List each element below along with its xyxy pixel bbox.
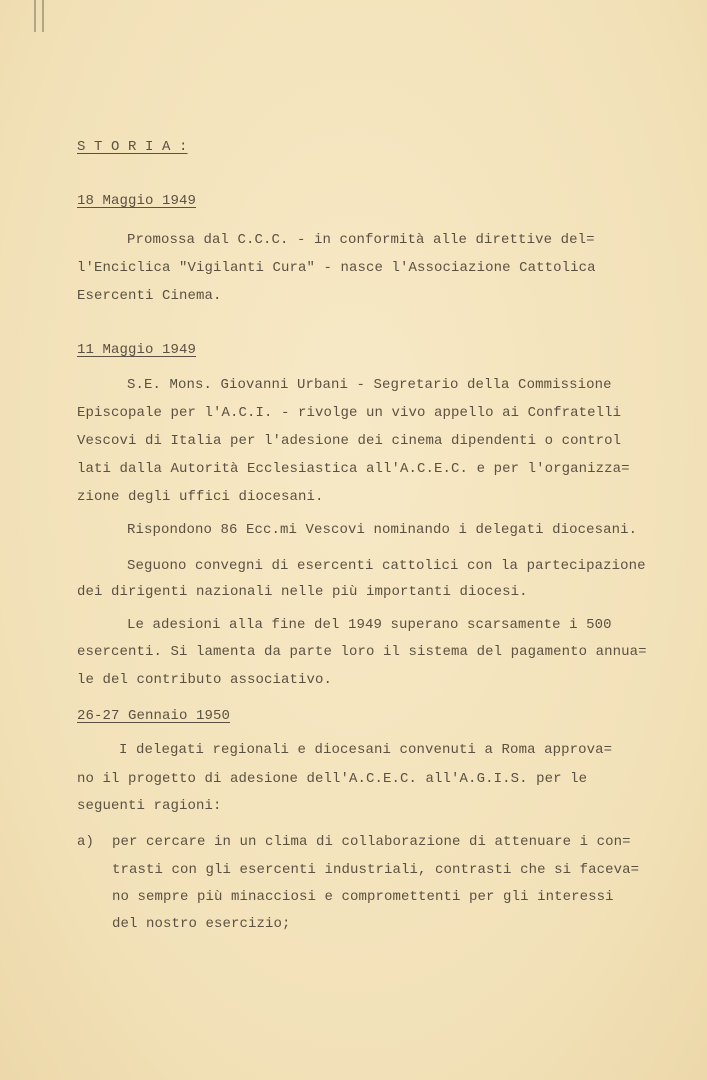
text-line: seguenti ragioni: bbox=[77, 798, 222, 814]
text-line: dei dirigenti nazionali nelle più importanti diocesi. bbox=[77, 584, 528, 600]
text-line: lati dalla Autorità Ecclesiastica all'A.C.E.C. e per l'organizza= bbox=[77, 461, 630, 477]
text-line: l'Enciclica "Vigilanti Cura" - nasce l'Associazione Cattolica bbox=[77, 260, 596, 276]
list-marker: a) bbox=[77, 834, 95, 850]
text-line: Esercenti Cinema. bbox=[77, 288, 222, 304]
binding-mark bbox=[42, 0, 44, 32]
text-line: Le adesioni alla fine del 1949 superano scarsamente i 500 bbox=[127, 617, 612, 633]
text-line: Seguono convegni di esercenti cattolici con la partecipazione bbox=[127, 558, 646, 574]
text-line: Vescovi di Italia per l'adesione dei cinema dipendenti o control bbox=[77, 433, 622, 449]
list-item-line: per cercare in un clima di collaborazione di attenuare i con= bbox=[112, 834, 631, 850]
list-item-line: del nostro esercizio; bbox=[112, 916, 291, 932]
text-line: no il progetto di adesione dell'A.C.E.C. all'A.G.I.S. per le bbox=[77, 771, 588, 787]
text-line: Rispondono 86 Ecc.mi Vescovi nominando i delegati diocesani. bbox=[127, 522, 638, 538]
date-heading: 26-27 Gennaio 1950 bbox=[77, 708, 231, 724]
text-line: S.E. Mons. Giovanni Urbani - Segretario della Commissione bbox=[127, 377, 612, 393]
date-heading: 11 Maggio 1949 bbox=[77, 342, 197, 358]
section-heading: S T O R I A : bbox=[77, 139, 188, 155]
list-item-line: trasti con gli esercenti industriali, contrasti che si faceva= bbox=[112, 862, 640, 878]
date-heading: 18 Maggio 1949 bbox=[77, 193, 197, 209]
text-line: I delegati regionali e diocesani convenuti a Roma approva= bbox=[119, 742, 613, 758]
text-line: Episcopale per l'A.C.I. - rivolge un vivo appello ai Confratelli bbox=[77, 405, 622, 421]
list-item-line: no sempre più minacciosi e compromettenti per gli interessi bbox=[112, 889, 614, 905]
text-line: zione degli uffici diocesani. bbox=[77, 489, 324, 505]
binding-mark bbox=[34, 0, 36, 32]
text-line: esercenti. Si lamenta da parte loro il sistema del pagamento annua= bbox=[77, 644, 647, 660]
text-line: Promossa dal C.C.C. - in conformità alle direttive del= bbox=[127, 232, 595, 248]
text-line: le del contributo associativo. bbox=[77, 672, 333, 688]
